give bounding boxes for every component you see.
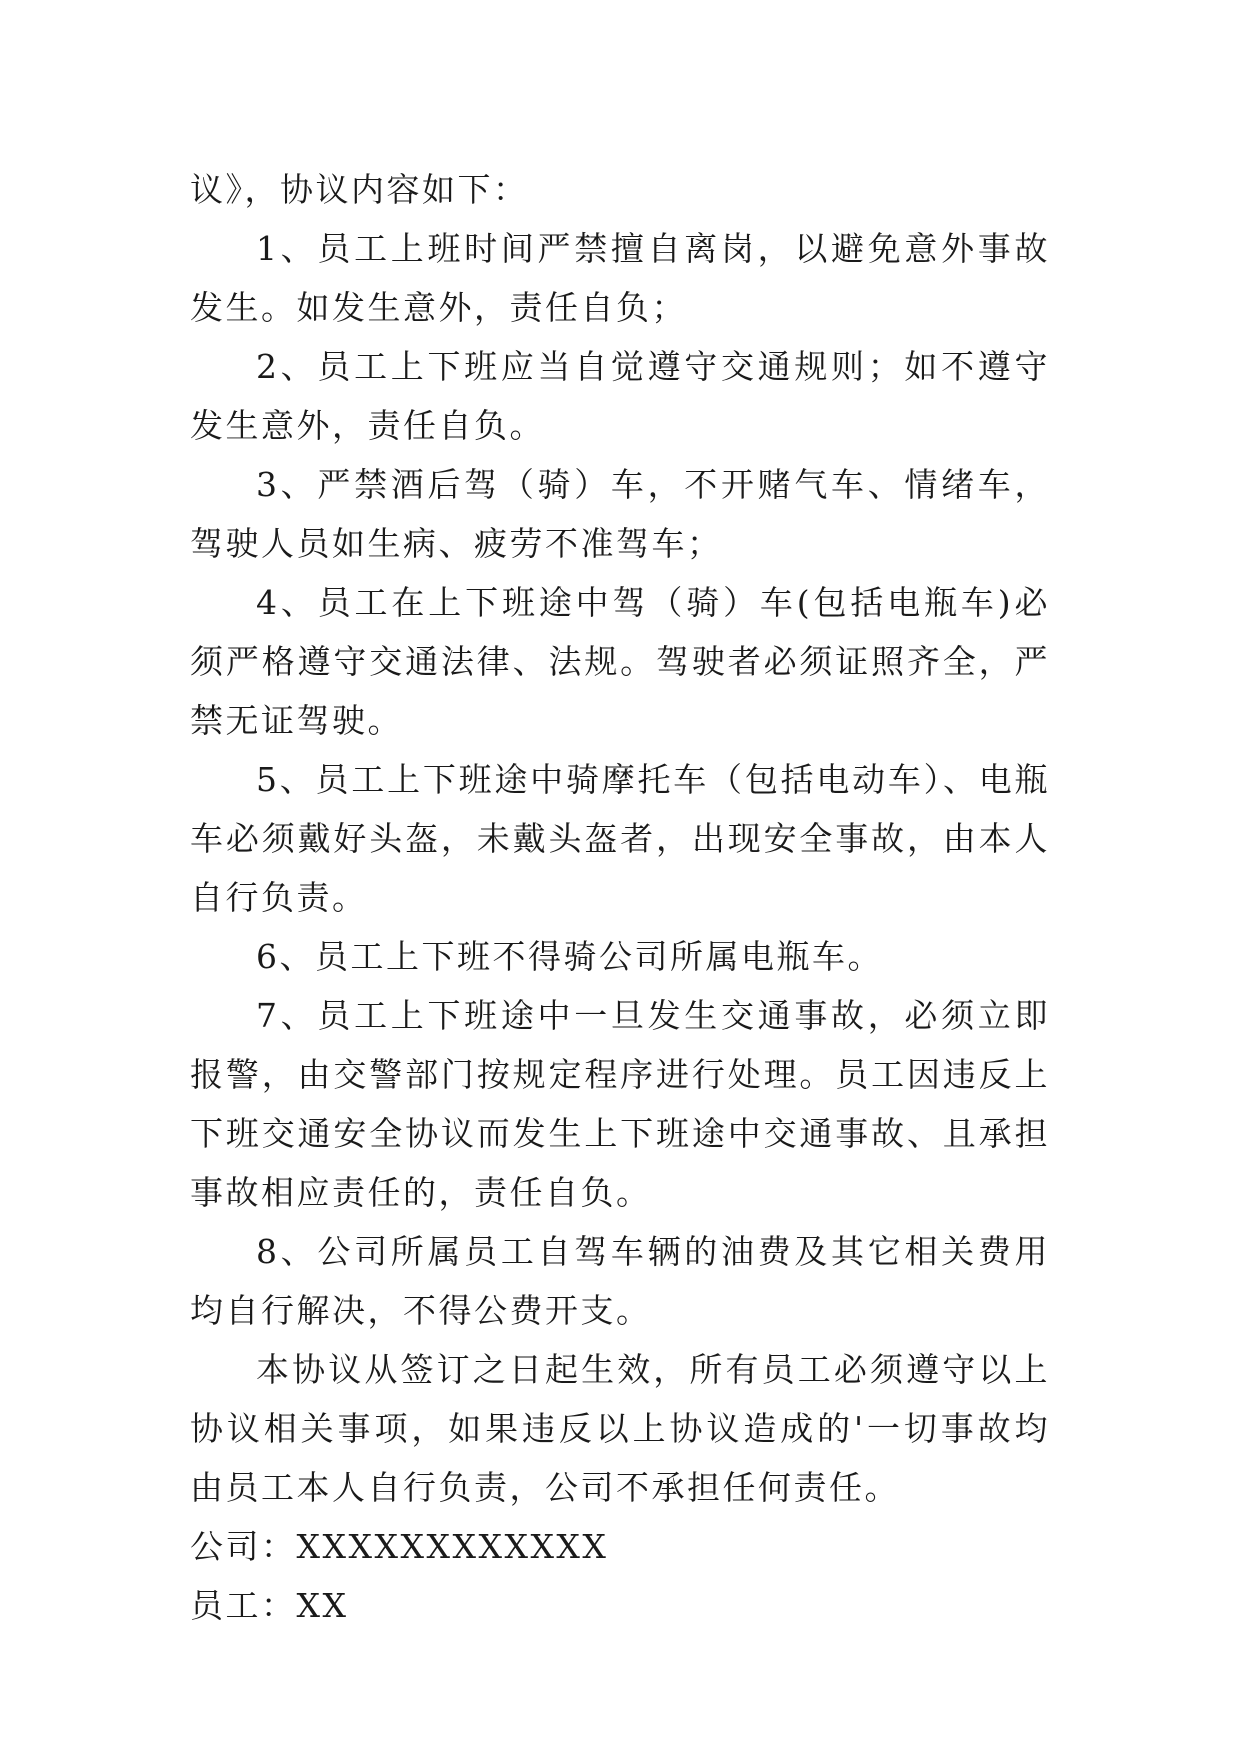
intro-paragraph: 议》，协议内容如下： xyxy=(190,170,529,209)
clause-6: 6、员工上下班不得骑公司所属电瓶车。 xyxy=(256,937,883,976)
clause-1: 1、员工上班时间严禁擅自离岗，以避免意外事故发生。如发生意外，责任自负； xyxy=(190,229,1050,327)
clause-3: 3、严禁酒后驾（骑）车，不开赌气车、情绪车，驾驶人员如生病、疲劳不准驾车； xyxy=(190,465,1050,563)
clause-8: 8、公司所属员工自驾车辆的油费及其它相关费用均自行解决，不得公费开支。 xyxy=(190,1232,1050,1330)
clause-4: 4、员工在上下班途中驾（骑）车(包括电瓶车)必须严格遵守交通法律、法规。驾驶者必须证照齐全，严禁无证驾驶。 xyxy=(190,583,1050,740)
company-signature-line: 公司：XXXXXXXXXXXX xyxy=(190,1527,609,1566)
clause-7: 7、员工上下班途中一旦发生交通事故，必须立即报警，由交警部门按规定程序进行处理。员工因违反上下班交通安全协议而发生上下班途中交通事故、且承担事故相应责任的，责任自负。 xyxy=(190,996,1050,1212)
closing-paragraph: 本协议从签订之日起生效，所有员工必须遵守以上协议相关事项，如果违反以上协议造成的'一切事故均由员工本人自行负责，公司不承担任何责任。 xyxy=(190,1350,1050,1507)
clause-2: 2、员工上下班应当自觉遵守交通规则；如不遵守发生意外，责任自负。 xyxy=(190,347,1050,445)
clause-5: 5、员工上下班途中骑摩托车（包括电动车）、电瓶车必须戴好头盔，未戴头盔者，出现安全事故，由本人自行负责。 xyxy=(190,760,1050,917)
document-body xyxy=(190,160,1050,1635)
employee-signature-line: 员工：XX xyxy=(190,1586,349,1625)
